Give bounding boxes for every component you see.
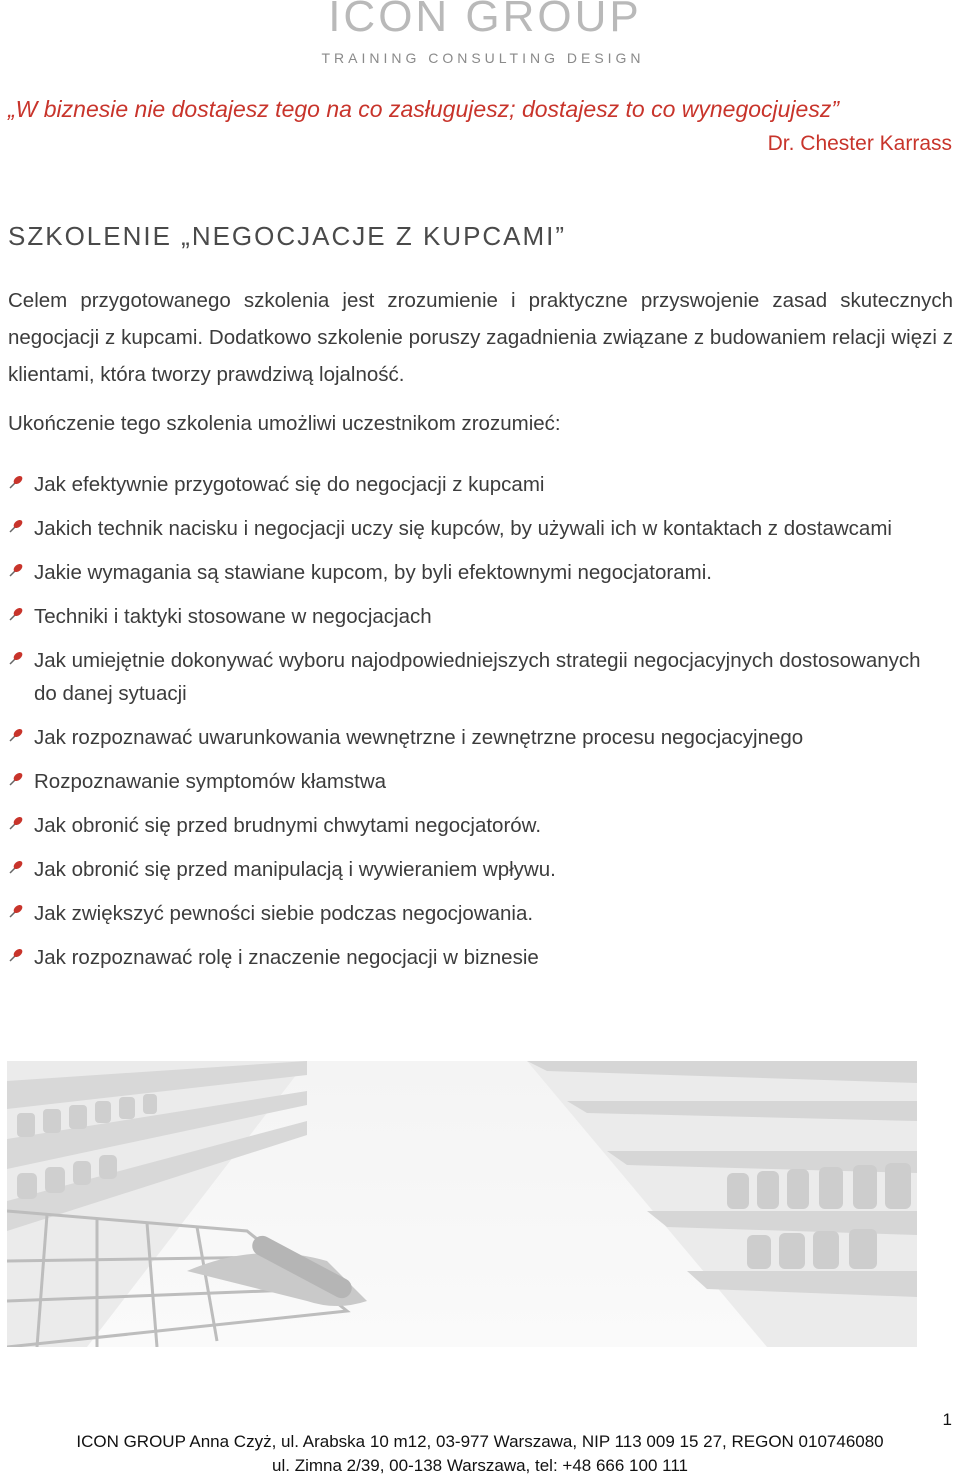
list-item-text: Techniki i taktyki stosowane w negocjacjach <box>34 605 432 628</box>
list-item <box>8 556 938 589</box>
list-item-text: Jak rozpoznawać rolę i znaczenie negocjacji w biznesie <box>34 946 539 969</box>
lead-paragraph: Ukończenie tego szkolenia umożliwi uczestnikom zrozumieć: <box>8 412 561 435</box>
list-item <box>8 765 938 798</box>
supermarket-cart-photo <box>7 1061 917 1347</box>
list-item-text: Jak efektywnie przygotować się do negocjacji z kupcami <box>34 473 545 496</box>
pin-bullet-icon <box>8 771 24 787</box>
pin-bullet-icon <box>8 859 24 875</box>
page-number: 1 <box>942 1410 952 1429</box>
footer-address-line-2: ul. Zimna 2/39, 00-138 Warszawa, tel: +48 666 100 111 <box>272 1456 688 1475</box>
list-item-text: Jakich technik nacisku i negocjacji uczy się kupców, by używali ich w kontaktach z dostawcami <box>34 517 892 540</box>
pin-bullet-icon <box>8 518 24 534</box>
list-item-text: Rozpoznawanie symptomów kłamstwa <box>34 770 387 793</box>
goals-list <box>8 468 938 985</box>
pin-bullet-icon <box>8 727 24 743</box>
list-item <box>8 853 938 886</box>
supermarket-cart-illustration <box>7 1061 917 1347</box>
quote-author: Dr. Chester Karrass <box>767 132 952 155</box>
list-item <box>8 941 938 974</box>
list-item-text: Jak rozpoznawać uwarunkowania wewnętrzne i zewnętrzne procesu negocjacyjnego <box>34 726 804 749</box>
pin-bullet-icon <box>8 474 24 490</box>
pin-bullet-icon <box>8 903 24 919</box>
pin-bullet-icon <box>8 606 24 622</box>
list-item <box>8 721 938 754</box>
intro-paragraph: Celem przygotowanego szkolenia jest zrozumienie i praktyczne przyswojenie zasad skutecznych negocjacji z kupcami. Dodatkowo szkolenie poruszy zagadnienia związane z budowaniem relacji więzi z klientami, która tworzy prawdziwą lojalność. <box>8 289 953 386</box>
company-logo-subtitle: TRAINING CONSULTING DESIGN <box>321 50 645 66</box>
list-item <box>8 600 938 633</box>
list-item <box>8 644 938 710</box>
list-item <box>8 897 938 930</box>
pin-bullet-icon <box>8 650 24 666</box>
list-item-text: Jak obronić się przed manipulacją i wywieraniem wpływu. <box>34 858 556 881</box>
pin-bullet-icon <box>8 562 24 578</box>
company-logo-title: ICON GROUP <box>328 0 642 41</box>
pin-bullet-icon <box>8 947 24 963</box>
list-item-text: Jakie wymagania są stawiane kupcom, by byli efektownymi negocjatorami. <box>34 561 712 584</box>
list-item <box>8 468 938 501</box>
list-item <box>8 809 938 842</box>
list-item-text: Jak umiejętnie dokonywać wyboru najodpowiedniejszych strategii negocjacyjnych dostosowanych do danej sytuacji <box>34 649 921 705</box>
list-item-text: Jak zwiększyć pewności siebie podczas negocjowania. <box>34 902 534 925</box>
list-item-text: Jak obronić się przed brudnymi chwytami negocjatorów. <box>34 814 542 837</box>
pin-bullet-icon <box>8 815 24 831</box>
quote-text: „W biznesie nie dostajesz tego na co zasługujesz; dostajesz to co wynegocjujesz” <box>8 96 839 122</box>
footer-address-line-1: ICON GROUP Anna Czyż, ul. Arabska 10 m12, 03-977 Warszawa, NIP 113 009 15 27, REGON 010746080 <box>76 1432 884 1451</box>
list-item <box>8 512 938 545</box>
page-title: SZKOLENIE „NEGOCJACJE Z KUPCAMI” <box>8 221 567 251</box>
